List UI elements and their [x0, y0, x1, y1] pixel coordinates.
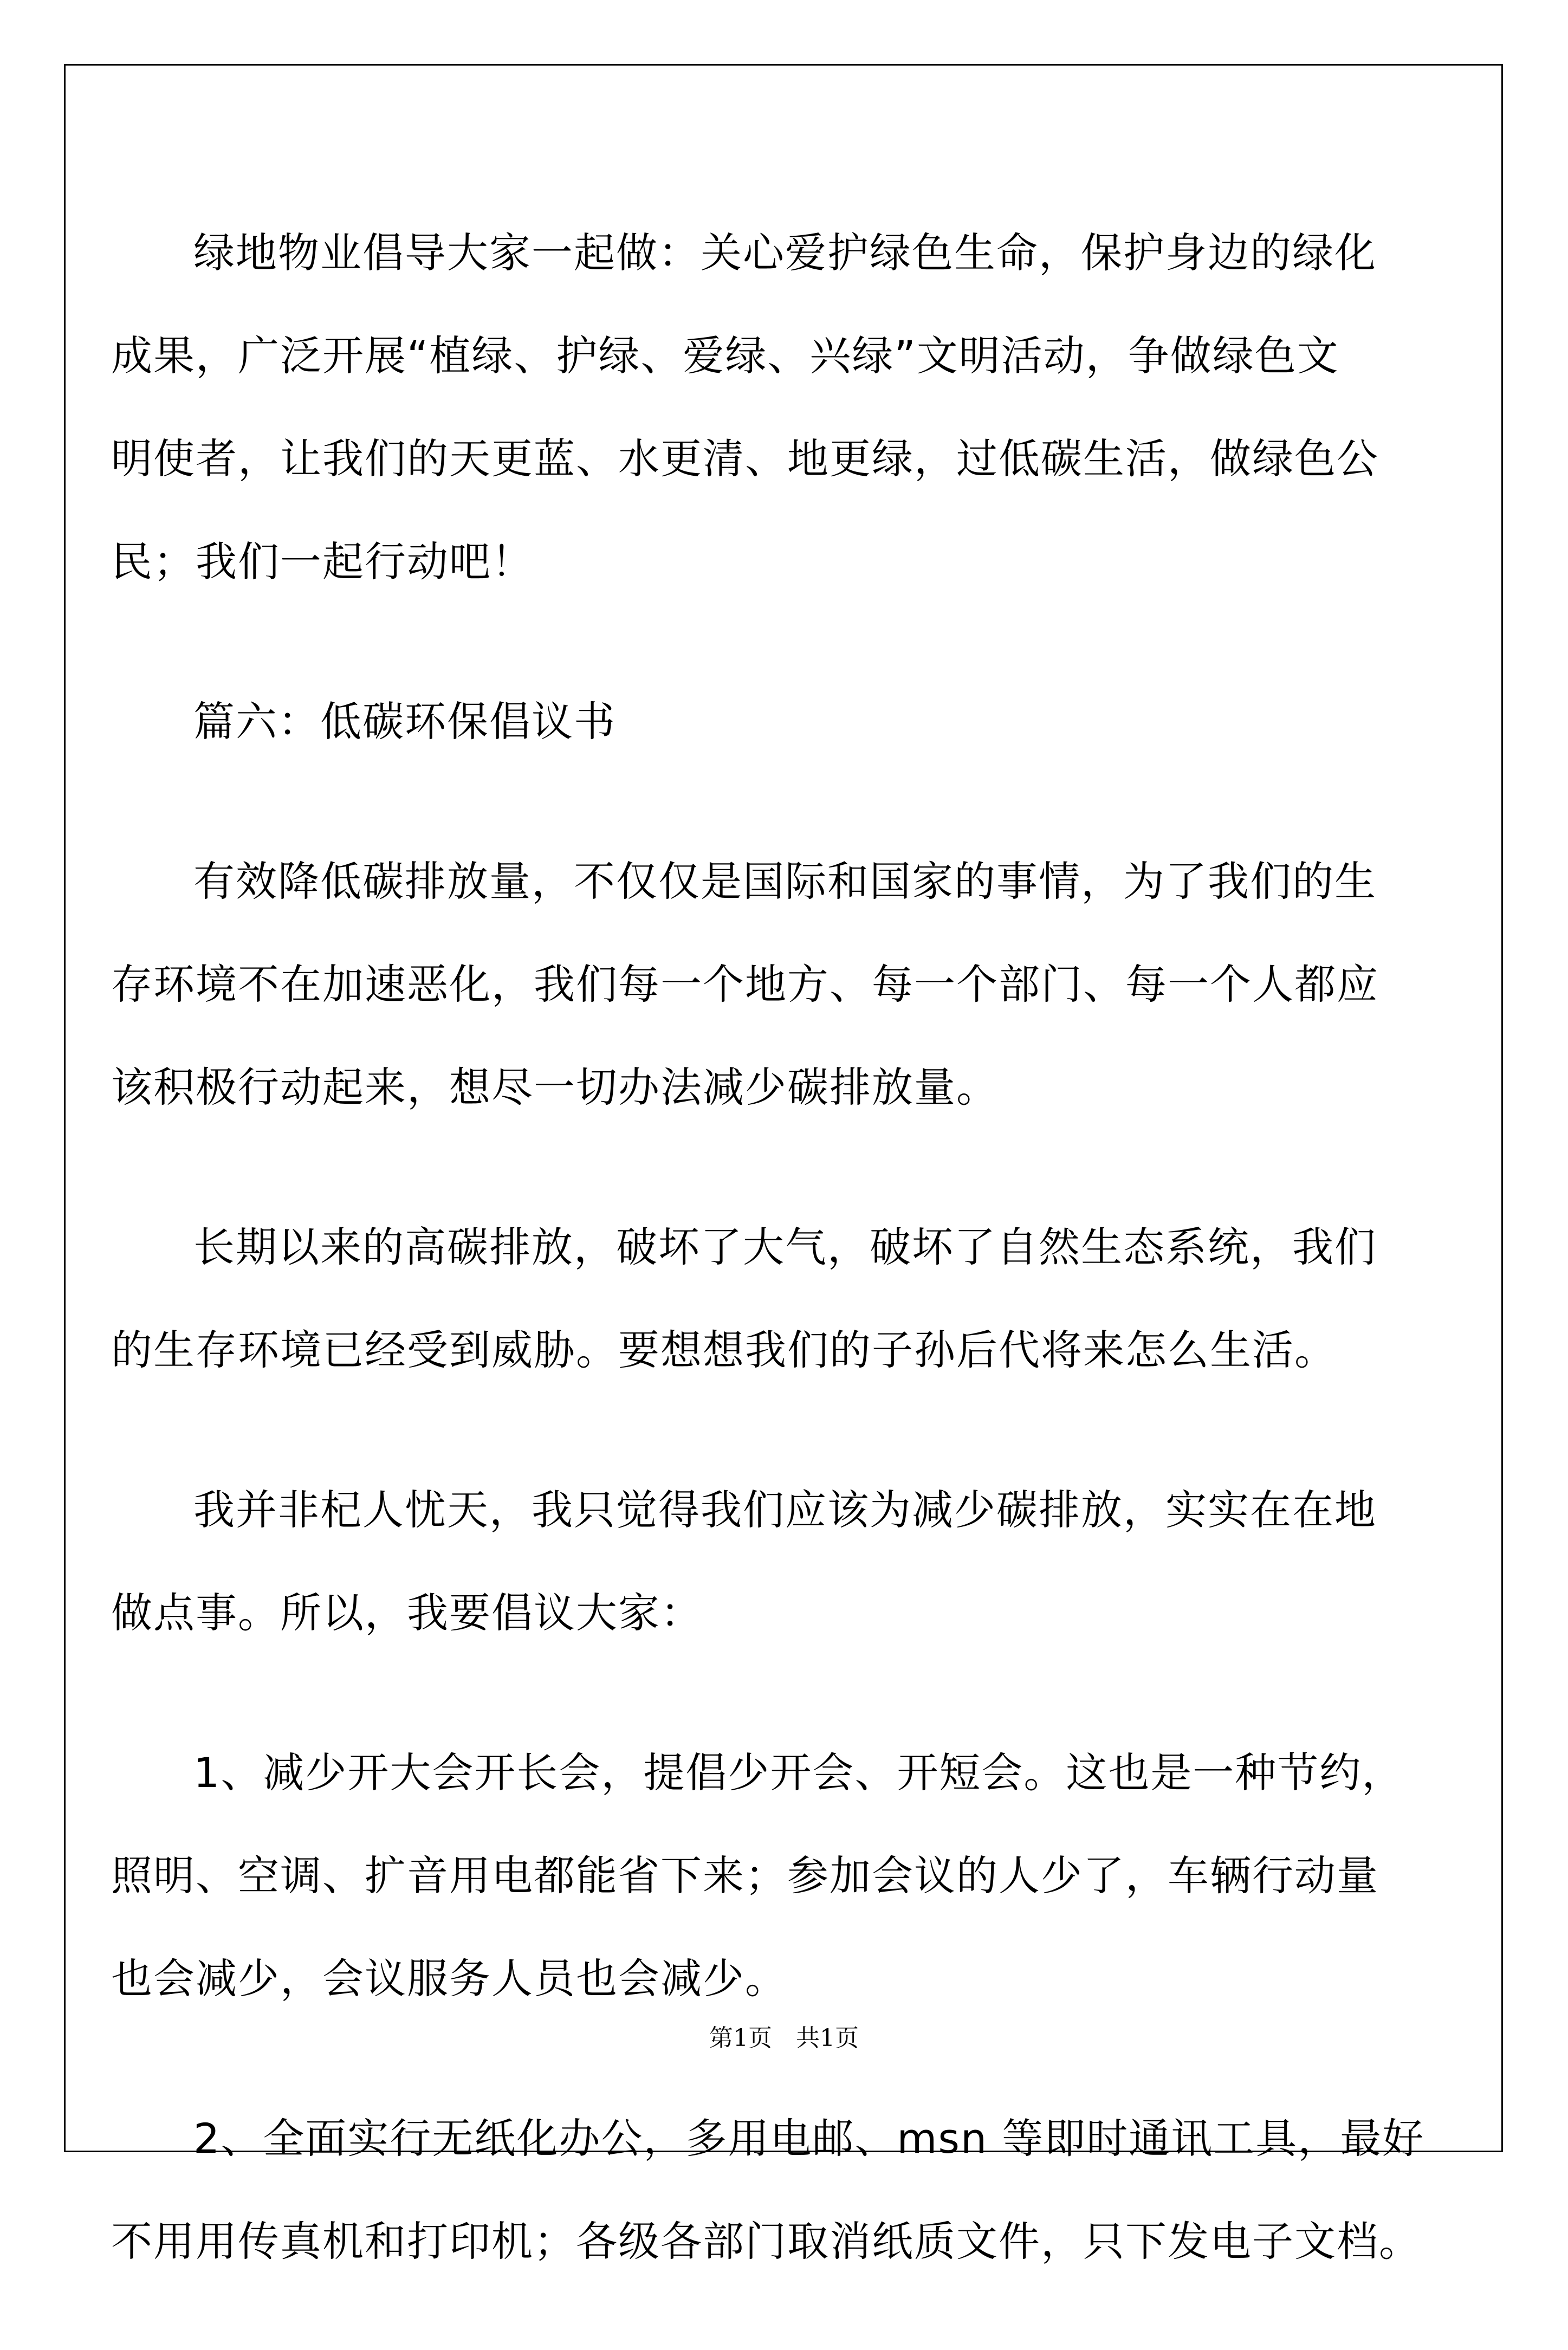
paragraph — [111, 202, 1380, 613]
page-footer — [0, 2018, 1568, 2053]
text-line: 民；我们一起行动吧！ — [111, 538, 534, 586]
text-line: 照明、空调、扩音用电都能省下来；参加会议的人少了，车辆行动量 — [111, 1851, 1379, 1900]
text-line: 1、减少开大会开长会，提倡少开会、开短会。这也是一种节约， — [193, 1749, 1404, 1797]
text-line: 不用用传真机和打印机；各级各部门取消纸质文件，只下发电子文档。 — [111, 2217, 1421, 2265]
page-number: 第1页 — [709, 2024, 772, 2052]
paragraph — [111, 830, 1380, 1139]
text-line: 存环境不在加速恶化，我们每一个地方、每一个部门、每一个人都应 — [111, 960, 1379, 1008]
list-item — [111, 1721, 1404, 2030]
text-line: 做点事。所以，我要倡议大家： — [111, 1589, 703, 1637]
text-line: 也会减少，会议服务人员也会减少。 — [111, 1954, 787, 2003]
paragraph — [111, 1459, 1380, 1665]
page-total: 共1页 — [796, 2024, 859, 2052]
text-line: 2、全面实行无纸化办公，多用电邮、msn 等即时通讯工具，最好 — [193, 2114, 1425, 2163]
text-line: 我并非杞人忧天，我只觉得我们应该为减少碳排放，实实在在地 — [193, 1486, 1377, 1534]
section-heading — [193, 670, 1380, 773]
list-item — [111, 2087, 1425, 2293]
text-line: 成果，广泛开展“植绿、护绿、爱绿、兴绿”文明活动，争做绿色文 — [111, 332, 1339, 380]
text-line: 明使者，让我们的天更蓝、水更清、地更绿，过低碳生活，做绿色公 — [111, 435, 1379, 483]
text-line: 长期以来的高碳排放，破坏了大气，破坏了自然生态系统，我们 — [193, 1223, 1377, 1271]
text-line: 该积极行动起来，想尽一切办法减少碳排放量。 — [111, 1063, 999, 1111]
text-line: 绿地物业倡导大家一起做：关心爱护绿色生命，保护身边的绿化 — [193, 229, 1377, 277]
text-line: 的生存环境已经受到威胁。要想想我们的子孙后代将来怎么生活。 — [111, 1326, 1337, 1374]
text-line: 篇六：低碳环保倡议书 — [193, 697, 616, 746]
text-line: 有效降低碳排放量，不仅仅是国际和国家的事情，为了我们的生 — [193, 857, 1377, 905]
paragraph — [111, 1196, 1380, 1402]
